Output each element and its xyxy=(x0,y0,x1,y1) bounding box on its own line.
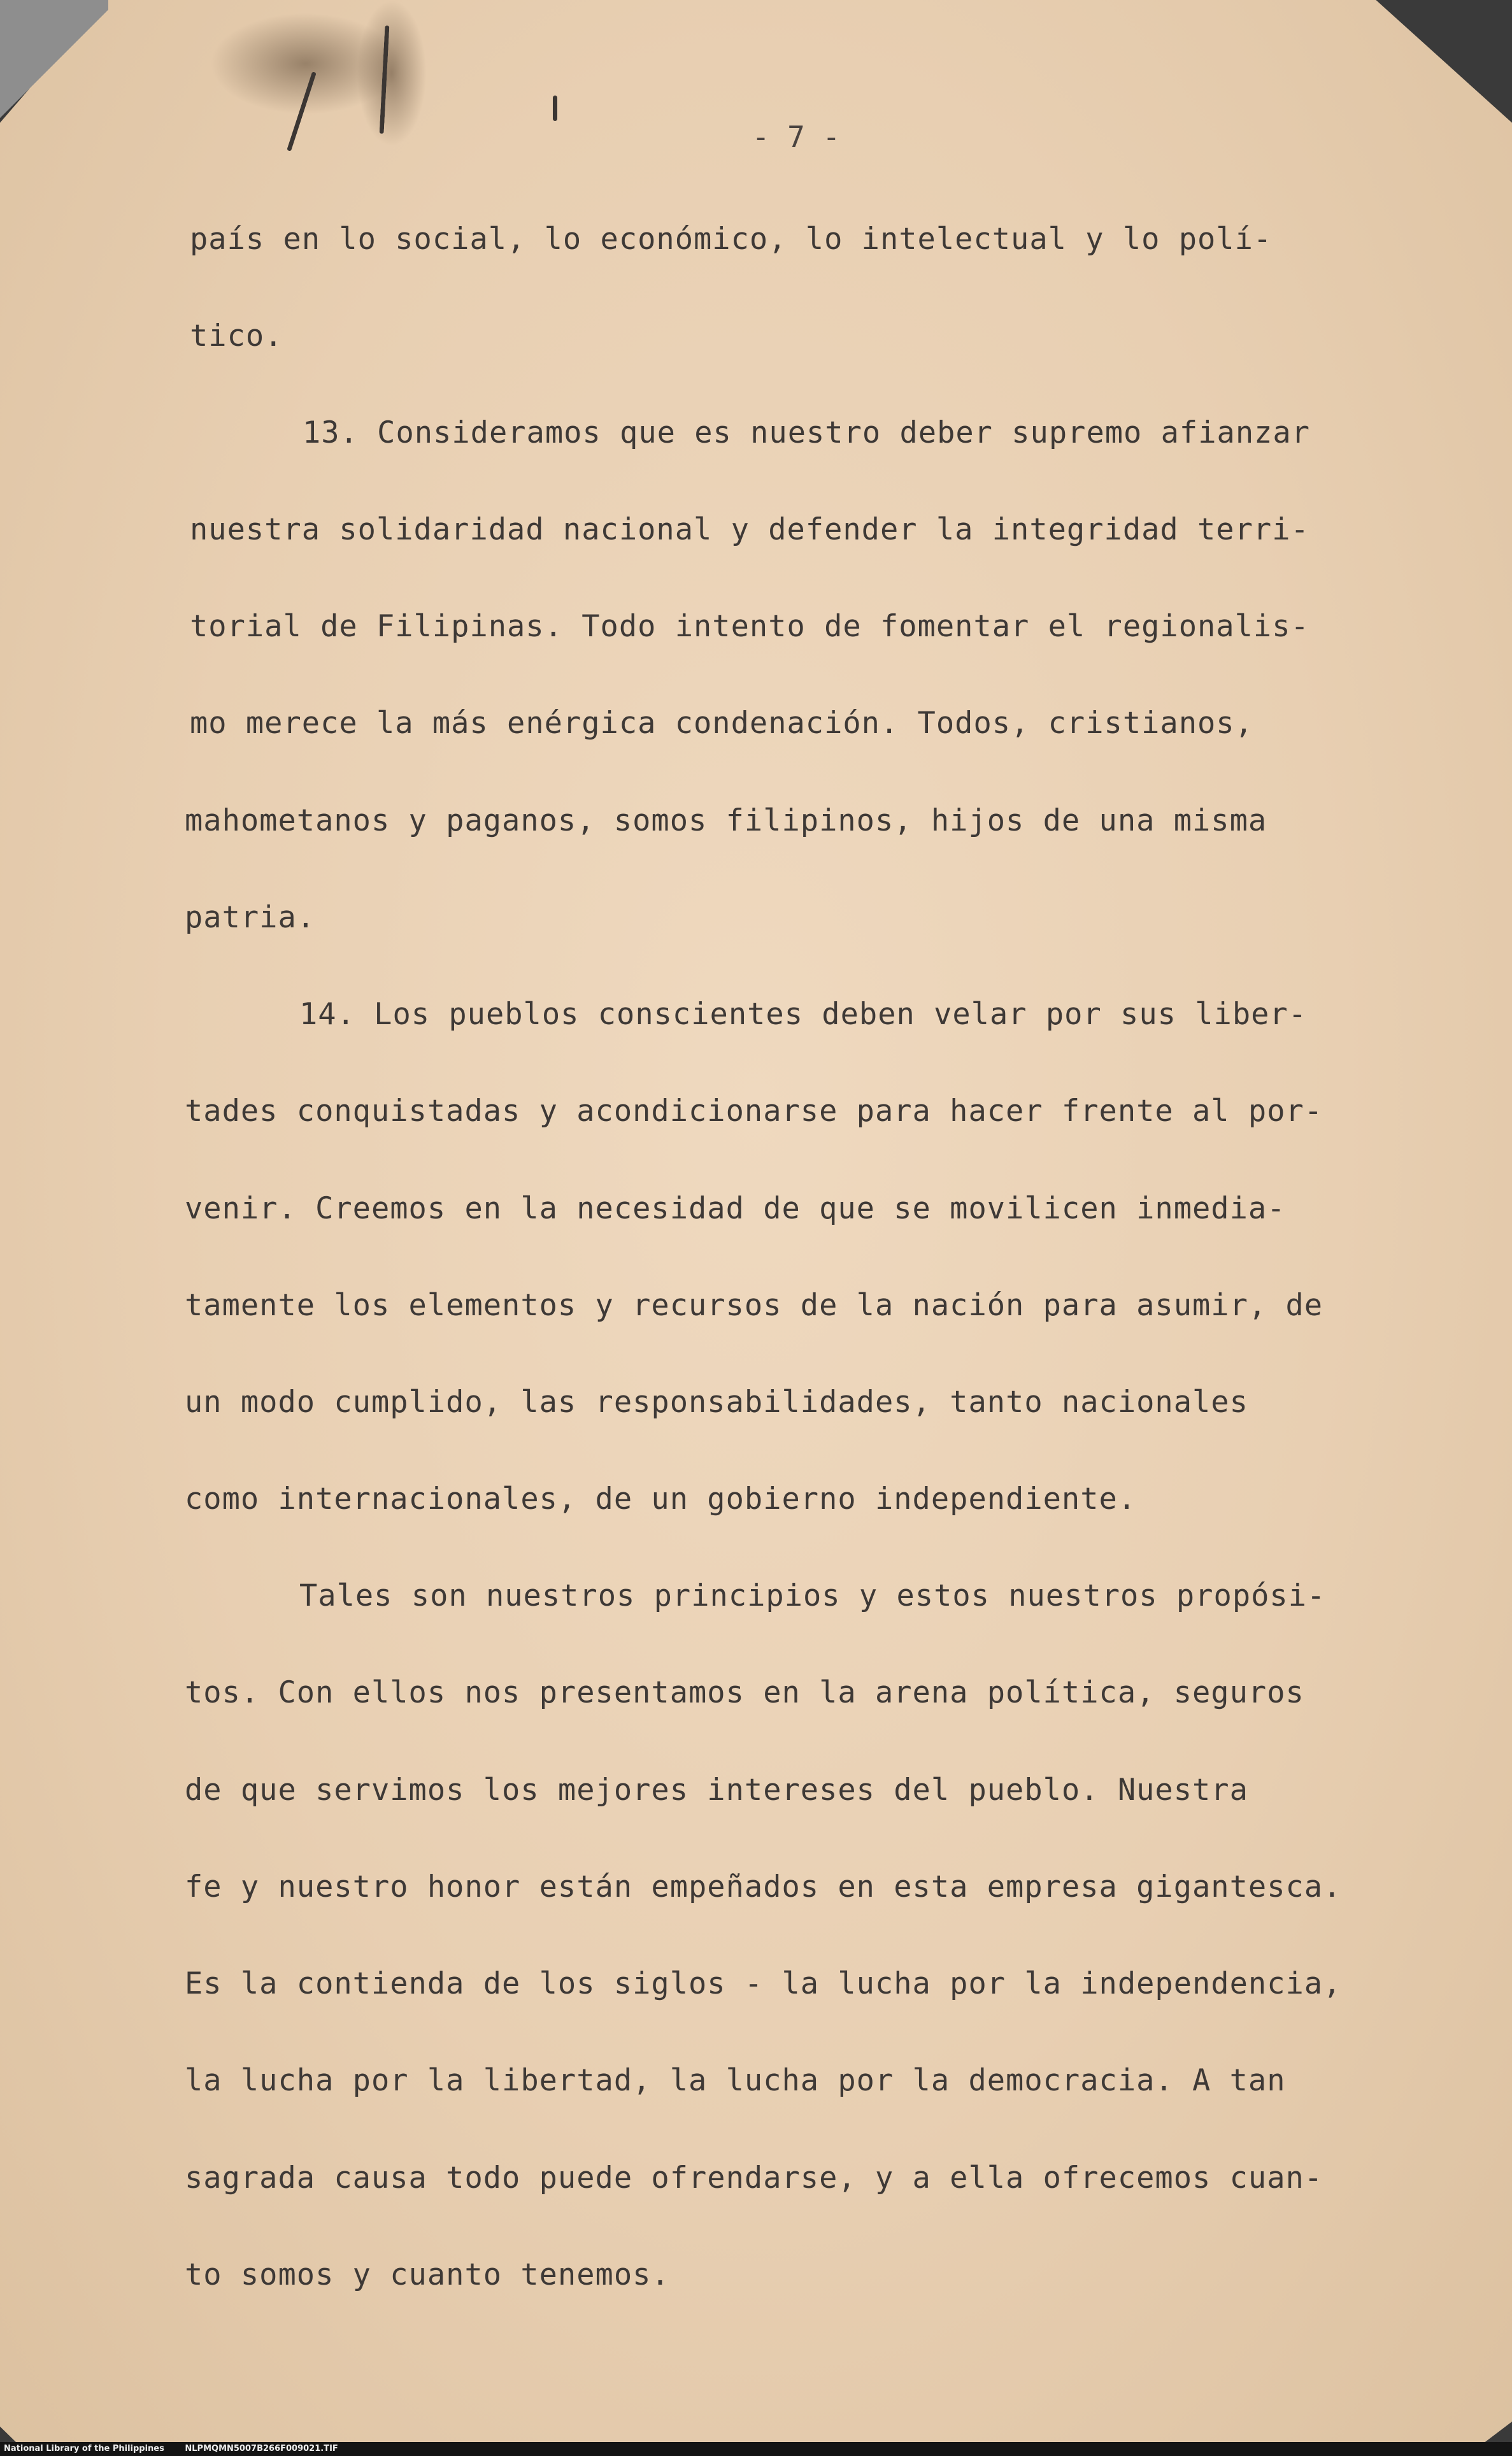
text-line: tico. xyxy=(190,318,283,353)
text-line: venir. Creemos en la necesidad de que se movilicen inmedia- xyxy=(185,1191,1286,1226)
file-id: NLPMQMN5007B266F009021.TIF xyxy=(185,2444,338,2453)
text-line: Tales son nuestros principios y estos nuestros propósi- xyxy=(299,1578,1326,1613)
text-line: tos. Con ellos nos presentamos en la arena política, seguros xyxy=(185,1675,1304,1710)
library-name: National Library of the Philippines xyxy=(4,2444,164,2453)
text-line: de que servimos los mejores intereses del pueblo. Nuestra xyxy=(185,1773,1248,1808)
text-line: tades conquistadas y acondicionarse para hacer frente al por- xyxy=(185,1094,1323,1129)
text-line: mo merece la más enérgica condenación. Todos, cristianos, xyxy=(190,706,1253,741)
text-line: país en lo social, lo económico, lo intelectual y lo polí- xyxy=(190,222,1273,257)
text-line: patria. xyxy=(185,900,316,935)
text-line: mahometanos y paganos, somos filipinos, hijos de una misma xyxy=(185,803,1267,838)
text-line: Es la contienda de los siglos - la lucha por la independencia, xyxy=(185,1966,1342,2001)
text-line: fe y nuestro honor están empeñados en esta empresa gigantesca. xyxy=(185,1869,1342,1904)
text-line: sagrada causa todo puede ofrendarse, y a ella ofrecemos cuan- xyxy=(185,2160,1323,2195)
text-line: tamente los elementos y recursos de la nación para asumir, de xyxy=(185,1288,1323,1323)
text-line: como internacionales, de un gobierno independiente. xyxy=(185,1481,1137,1517)
text-line: to somos y cuanto tenemos. xyxy=(185,2257,670,2292)
page-number: - 7 - xyxy=(752,120,841,154)
text-line: la lucha por la libertad, la lucha por la democracia. A tan xyxy=(185,2063,1286,2098)
scan-footer xyxy=(0,2442,450,2456)
text-line: un modo cumplido, las responsabilidades, tanto nacionales xyxy=(185,1385,1248,1420)
text-line: 14. Los pueblos conscientes deben velar por sus liber- xyxy=(299,997,1308,1032)
text-line: torial de Filipinas. Todo intento de fomentar el regionalis- xyxy=(190,609,1309,644)
text-line: nuestra solidaridad nacional y defender la integridad terri- xyxy=(190,512,1309,547)
text-line: 13. Consideramos que es nuestro deber supremo afianzar xyxy=(303,415,1311,450)
